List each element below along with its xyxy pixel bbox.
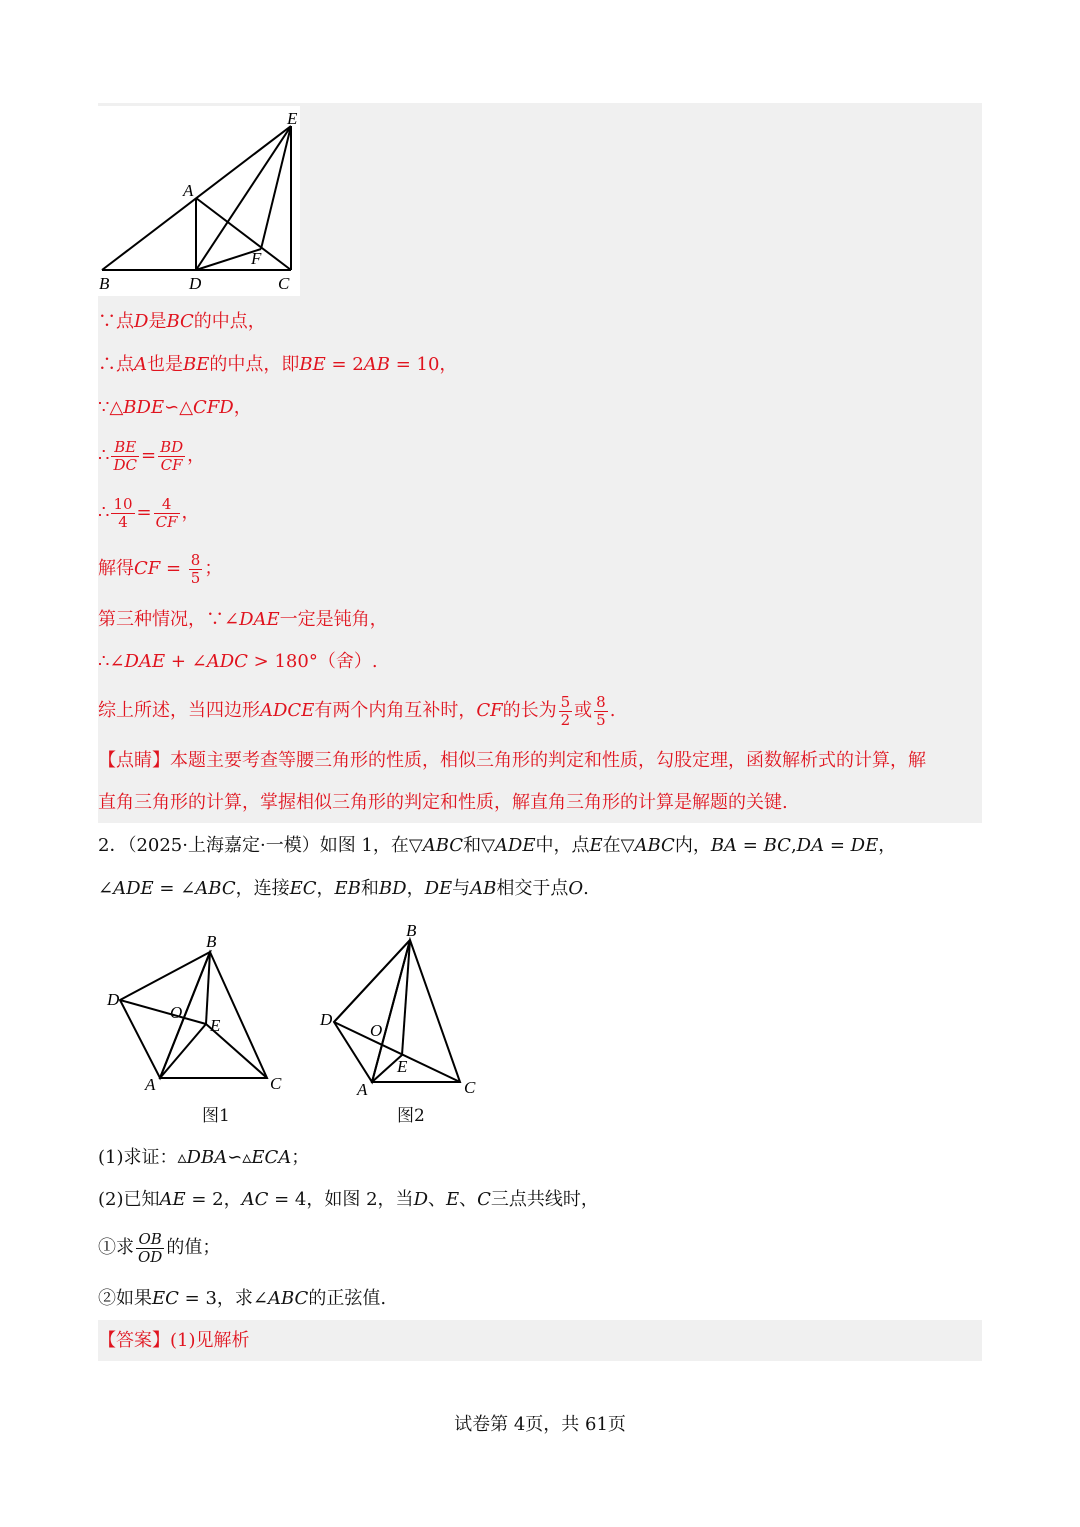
fig1-label-b: B bbox=[206, 932, 217, 951]
fig2-label-b: B bbox=[406, 921, 417, 940]
part-2-sub-2: ②如果EC = 3，求∠ABC的正弦值. bbox=[98, 1288, 387, 1309]
solution-line-10: 【点睛】本题主要考查等腰三角形的性质，相似三角形的判定和性质，勾股定理，函数解析式的计算，解 bbox=[98, 750, 926, 771]
label-f: F bbox=[251, 249, 262, 268]
part-1: (1)求证：▵DBA∽▵ECA； bbox=[98, 1147, 310, 1168]
figure-2-caption: 图2 bbox=[397, 1106, 425, 1126]
solution-line-3: ∵△BDE∽△CFD， bbox=[98, 397, 252, 418]
fig2-label-d: D bbox=[320, 1010, 333, 1029]
fig2-label-o: O bbox=[370, 1021, 383, 1040]
solution-line-9: 综上所述，当四边形ADCE有两个内角互补时，CF的长为 $\frac{5}{2}$ 或 $\frac{8}{5}$ . bbox=[98, 692, 616, 729]
comment-tag: 【点睛】 bbox=[98, 750, 170, 771]
answer-tag: 【答案】 bbox=[98, 1330, 170, 1351]
label-a: A bbox=[183, 181, 194, 200]
figure-1-caption: 图1 bbox=[202, 1106, 230, 1126]
fig1-label-c: C bbox=[270, 1074, 282, 1093]
page-footer: 试卷第 4页，共 61页 bbox=[454, 1414, 626, 1435]
fig2-label-a: A bbox=[357, 1080, 368, 1099]
label-d: D bbox=[189, 274, 202, 293]
figure-1 bbox=[100, 925, 300, 1100]
label-c: C bbox=[278, 274, 290, 293]
question-line-1: 2．（2025·上海嘉定·一模）如图 1，在▽ABC和▽ADE中，点E在▽ABC内，BA = BC,DA = DE， bbox=[98, 835, 897, 856]
part-2: (2)已知AE = 2，AC = 4，如图 2，当D、E、C三点共线时， bbox=[98, 1189, 599, 1210]
label-e: E bbox=[287, 109, 298, 128]
fig1-label-e: E bbox=[210, 1016, 221, 1035]
fig2-label-e: E bbox=[397, 1057, 408, 1076]
triangle-figure-bde bbox=[98, 106, 300, 296]
solution-line-11: 直角三角形的计算，掌握相似三角形的判定和性质，解直角三角形的计算是解题的关键. bbox=[98, 792, 788, 813]
solution-line-1: ∵点D是BC的中点， bbox=[98, 311, 266, 332]
solution-line-7: 第三种情况，∵∠DAE一定是钝角， bbox=[98, 609, 388, 630]
solution-line-4: ∴ $\frac{BE}{DC}$ = $\frac{BD}{CF}$ ， bbox=[98, 437, 206, 474]
solution-line-6: 解得CF = $\frac{8}{5}$ ； bbox=[98, 550, 223, 587]
fig1-label-a: A bbox=[145, 1075, 156, 1094]
fig1-label-d: D bbox=[107, 990, 120, 1009]
question-line-2: ∠ADE = ∠ABC，连接EC，EB和BD，DE与AB相交于点O. bbox=[98, 878, 589, 899]
part-2-sub-1: ①求 $\frac{OB}{OD}$ 的值； bbox=[98, 1229, 221, 1266]
figure-2 bbox=[312, 915, 492, 1100]
fig2-label-c: C bbox=[464, 1078, 476, 1097]
label-b: B bbox=[99, 274, 110, 293]
fig1-label-o: O bbox=[170, 1003, 183, 1022]
solution-line-5: ∴ $\frac{10}{4}$ = $\frac{4}{CF}$ ， bbox=[98, 494, 200, 531]
answer-line: 【答案】(1)见解析 bbox=[98, 1330, 250, 1351]
solution-line-2: ∴点A也是BE的中点，即BE = 2AB = 10， bbox=[98, 354, 458, 375]
solution-line-8: ∴∠DAE + ∠ADC > 180°（舍）. bbox=[98, 651, 378, 672]
